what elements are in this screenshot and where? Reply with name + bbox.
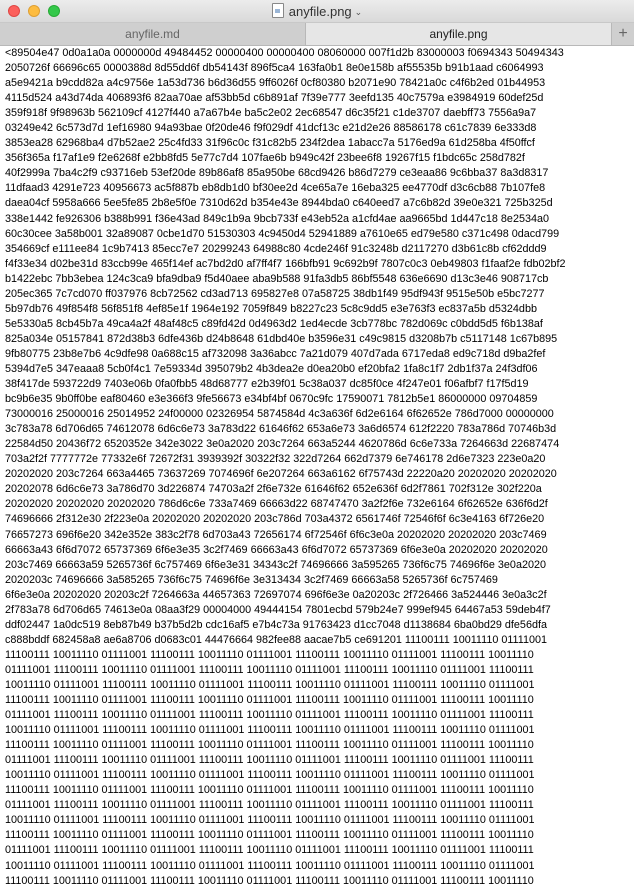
content-line: 5b97db76 49f854f8 56f851f8 4ef85e1f 1964e192 7059f849 b8227c23 5c8c9dd5 e3e763f3 ec837a5b d5324dbb — [5, 302, 537, 315]
content-line: 2f783a78 6d706d65 74613e0a 08aa3f29 00004000 49444154 7801ecbd 579b24e7 999ef945 64467a53 59deb4f7 — [5, 603, 551, 616]
content-line: ddf02447 1a0dc519 8eb87b49 b37b5d2b cdc16af5 e7b4c73a 91763423 d1cc7048 d1138684 6ba0bd29 dfe56dfa — [5, 618, 547, 631]
content-line: 10011110 01111001 11100111 10011110 01111001 11100111 10011110 01111001 11100111 10011110 01111001 — [5, 724, 535, 737]
tab-anyfile-png[interactable] — [306, 23, 612, 45]
content-line: 354669cf e111ee84 1c9b7413 85ecc7e7 20299243 64988c80 4cde246f 91c3248b d2117270 d3b61c8b cf62ddd9 — [5, 242, 547, 255]
content-line: b1422ebc 7bb3ebea 124c3ca9 bfa9dba9 f5d40aee aba9b588 91fa3db5 86bf5548 636e6690 d13c3e46 908717cb — [5, 272, 549, 285]
content-line: 20202020 20202020 20202020 786d6c6e 733a7469 66663d22 68747470 3a2f2f6e 732e6164 6f62652e 636f6d2f — [5, 498, 548, 511]
add-tab-button[interactable]: + — [612, 23, 634, 45]
content-line: 825a034e 05157841 872d38b3 6dfe436b d24b8648 61dbd40e b3596e31 c49c9815 d3208b7b c5117148 1c67b895 — [5, 332, 558, 345]
content-line: 20202078 6d6c6e73 3a786d70 3d226874 74703a2f 2f6e732e 61646f62 652e636f 6d2f7861 702f312e 302f220a — [5, 483, 542, 496]
content-line: 01111001 11100111 10011110 01111001 11100111 10011110 01111001 11100111 10011110 01111001 11100111 — [5, 709, 534, 722]
tab-label: anyfile.png — [429, 27, 488, 41]
content-line: 203c7469 66663a59 5265736f 6c757469 6f6e3e31 34343c2f 74696666 3a595265 736f6c75 74696f6e 3e0a2020 — [5, 558, 546, 571]
content-line: 338e1442 fe926306 b388b991 f36e43ad 849c1b9a 9bcb733f e43eb52a a1cfd4ae aa9665bd 1d447c18 8e2534a0 — [5, 212, 549, 225]
content-line: 22584d50 20436f72 6520352e 342e3022 3e0a2020 203c7264 663a5244 4620786d 6c6e733a 7264663d 22687474 — [5, 438, 560, 451]
title-bar[interactable] — [0, 0, 634, 23]
content-line: 11100111 10011110 01111001 11100111 10011110 01111001 11100111 10011110 01111001 11100111 10011110 — [5, 784, 534, 797]
content-line: 73000016 25000016 25014952 24f00000 02326954 5874584d 4c3a636f 6d2e6164 6f62652e 786d7000 00000000 — [5, 408, 554, 421]
content-line: a5e9421a b9cdd82a a4c9756e 1a53d736 b6d36d55 9ff6026f 0cf80380 b2071e90 78421a0c c4f6b2ed 01b44953 — [5, 77, 546, 90]
content-line: 40f2999a 7ba4c2f9 c93716eb 53ef20de 89b86af8 85a950be 68cd9426 b86d7279 ce3eaa86 9c6bba37 8a3d8317 — [5, 167, 549, 180]
content-line: 10011110 01111001 11100111 10011110 01111001 11100111 10011110 01111001 11100111 10011110 01111001 — [5, 814, 535, 827]
content-line: 01111001 11100111 10011110 01111001 11100111 10011110 01111001 11100111 10011110 01111001 11100111 — [5, 799, 534, 812]
content-line: 20202020 203c7264 663a4465 73637269 7074696f 6e207264 663a6162 6f75743d 22220a20 20202020 20202020 — [5, 468, 557, 481]
window-title: anyfile.png — [288, 4, 352, 19]
content-line: 60c30cee 3a58b001 32a89087 0cbe1d70 51530303 4c9450d4 52941889 a7610e65 ed79e580 c371c498 0dacd799 — [5, 227, 560, 240]
content-line: daea04cf 5958a666 5ee5fe85 2b8e5f0e 7310d62d b354e43e 8944bda0 c640eed7 a7c6b82d 39e0e321 725b325d — [5, 197, 553, 210]
content-line: 11100111 10011110 01111001 11100111 10011110 01111001 11100111 10011110 01111001 11100111 10011110 — [5, 694, 534, 707]
content-line: 3c783a78 6d706d65 74612078 6d6c6e73 3a783d22 61646f62 653a6e73 3a6d6574 612f2220 783a786d 70746b3d — [5, 423, 557, 436]
content-line: 01111001 11100111 10011110 01111001 11100111 10011110 01111001 11100111 10011110 01111001 11100111 — [5, 663, 534, 676]
content-line: 205ec365 7c7cd070 ff037976 8cb72562 cd3ad713 695827e8 07a58725 38db1f49 95df943f 9515e50b e5bc7277 — [5, 287, 545, 300]
tab-anyfile-md[interactable] — [0, 23, 306, 45]
content-line: 5394d7e5 347eaaa8 5cb0f4c1 7e59334d 395079b2 4b3dea2e d0ea20b0 ef20bfa2 1fa8c1f7 2db1f37a 24f3df06 — [5, 362, 538, 375]
window-title-area[interactable] — [0, 3, 634, 19]
content-line: 3853ea28 62968ba4 d7b52ae2 25c4fd33 31f96c0c f31c82b5 234f2dea 1abacc7a 5176ed9a 61d258ba 4f50ffcf — [5, 137, 535, 150]
content-line: 01111001 11100111 10011110 01111001 11100111 10011110 01111001 11100111 10011110 01111001 11100111 — [5, 754, 534, 767]
content-line: 38f417de 593722d9 7403e06b 0fa0fbb5 48d68777 e2b39f01 5c38a037 dc85f0ce 4f247e01 f06afbf7 f17f5d19 — [5, 378, 529, 391]
content-line: 10011110 01111001 11100111 10011110 01111001 11100111 10011110 01111001 11100111 10011110 01111001 — [5, 859, 535, 872]
content-line: bc9b6e35 9b0ff0be eaf80460 e3e366f3 9fe56673 e34bf4bf 0670c9fc 17590071 7812b5e1 86000000 09704859 — [5, 393, 538, 406]
content-line: 5e5330a5 8cb45b7a 49ca4a2f 48af48c5 c89fd42d 0d4963d2 1ed4ecde 3cb778bc 782d069c c0bdd5d5 f6b138af — [5, 317, 543, 330]
content-line: 2050726f 66696c65 0000388d 8d55dd6f db54143f 896f5ca4 163fa0b1 8e0e158b af55535b b91b1aad c6064993 — [5, 62, 544, 75]
content-line: c888bddf 682458a8 ae6a8706 d0683c01 44476664 982fee88 aacae7b5 ce691201 11100111 10011110 01111001 — [5, 633, 547, 646]
content-line: 74696666 2f312e30 2f223e0a 20202020 20202020 203c786d 703a4372 6561746f 72546f6f 6c3e4163 6f726e20 — [5, 513, 545, 526]
content-line: 2020203c 74696666 3a585265 736f6c75 74696f6e 3e313434 3c2f7469 66663a58 5265736f 6c757469 — [5, 573, 498, 586]
content-line: 359f918f 9f98963b 562109cf 4127f440 a7a67b4e ba5c2e02 2ec68547 d6c35f21 c1de3707 daebff73 7556a9a7 — [5, 107, 537, 120]
content-line: 9fb80775 23b8e7b6 4c9dfe98 0a688c15 af732098 3a36abcc 7a21d079 407d7ada 6717eda8 ed9c718d d9ba2fef — [5, 347, 546, 360]
content-line: 11100111 10011110 01111001 11100111 10011110 01111001 11100111 10011110 01111001 11100111 10011110 — [5, 739, 534, 752]
content-line: 10011110 01111001 11100111 10011110 01111001 11100111 10011110 01111001 11100111 10011110 01111001 — [5, 769, 535, 782]
content-line: 11100111 10011110 01111001 11100111 10011110 01111001 11100111 10011110 01111001 11100111 10011110 — [5, 874, 534, 887]
chevron-down-icon[interactable]: ⌄ — [354, 7, 363, 17]
tab-label: anyfile.md — [125, 27, 180, 41]
content-line: <89504e47 0d0a1a0a 0000000d 49484452 00000400 00000400 08060000 007f1d2b 83000003 f0694343 50494343 — [5, 47, 564, 59]
content-line: 703a2f2f 7777772e 77332e6f 72672f31 3939392f 30322f32 322d7264 662d7379 6e746178 2d6e7323 223e0a20 — [5, 453, 546, 466]
content-line: 4115d524 a43d74da 406893f6 82aa70ae af53bb5d c6b891af 7f39e777 3eefd135 40c7579a e3984919 60def25d — [5, 92, 544, 105]
content-line: 11dfaad3 4291e723 40956673 ac5f887b eb8db1d0 bf30ee2d 4ce65a7e 16eba325 ee4770df d3c6cb88 7b107fe8 — [5, 182, 546, 195]
content-line: 356f365a f17af1e9 f2e6268f e2bb8fd5 5e77c7d4 107fae6b b949c42f 23bee6f8 19267f15 f1bdc65c 258d782f — [5, 152, 525, 165]
content-line: f4f33e34 d02be31d 83ccb99e 465f14ef ac7bd2d0 af7ff4f7 166bfb91 9c692b9f 7807c0c3 0eb49803 f1faaf2e fdb02bf2 — [5, 257, 566, 270]
content-line: 01111001 11100111 10011110 01111001 11100111 10011110 01111001 11100111 10011110 01111001 11100111 — [5, 844, 534, 857]
content-line: 11100111 10011110 01111001 11100111 10011110 01111001 11100111 10011110 01111001 11100111 10011110 — [5, 648, 534, 661]
document-icon — [272, 3, 284, 18]
content-line: 6f6e3e0a 20202020 20203c2f 7264663a 44657363 72697074 696f6e3e 0a20203c 2f726466 3a524446 3e0a3c2f — [5, 588, 547, 601]
content-line: 11100111 10011110 01111001 11100111 10011110 01111001 11100111 10011110 01111001 11100111 10011110 — [5, 829, 534, 842]
content-line: 66663a43 6f6d7072 65737369 6f6e3e35 3c2f7469 66663a43 6f6d7072 65737369 6f6e3e0a 20202020 20202020 — [5, 543, 548, 556]
content-line: 76657273 696f6e20 342e352e 383c2f78 6d703a43 72656174 6f72546f 6f6c3e0a 20202020 20202020 203c7469 — [5, 528, 547, 541]
content-line: 03249e42 6c573d7d 1ef16980 94a93bae 0f20de46 f9f029df 41dcf13c e21d2e26 88586178 c61c7839 6e333d8 — [5, 122, 537, 135]
tab-bar — [0, 23, 634, 46]
file-content-view[interactable] — [0, 45, 634, 887]
content-line: 10011110 01111001 11100111 10011110 01111001 11100111 10011110 01111001 11100111 10011110 01111001 — [5, 678, 535, 691]
